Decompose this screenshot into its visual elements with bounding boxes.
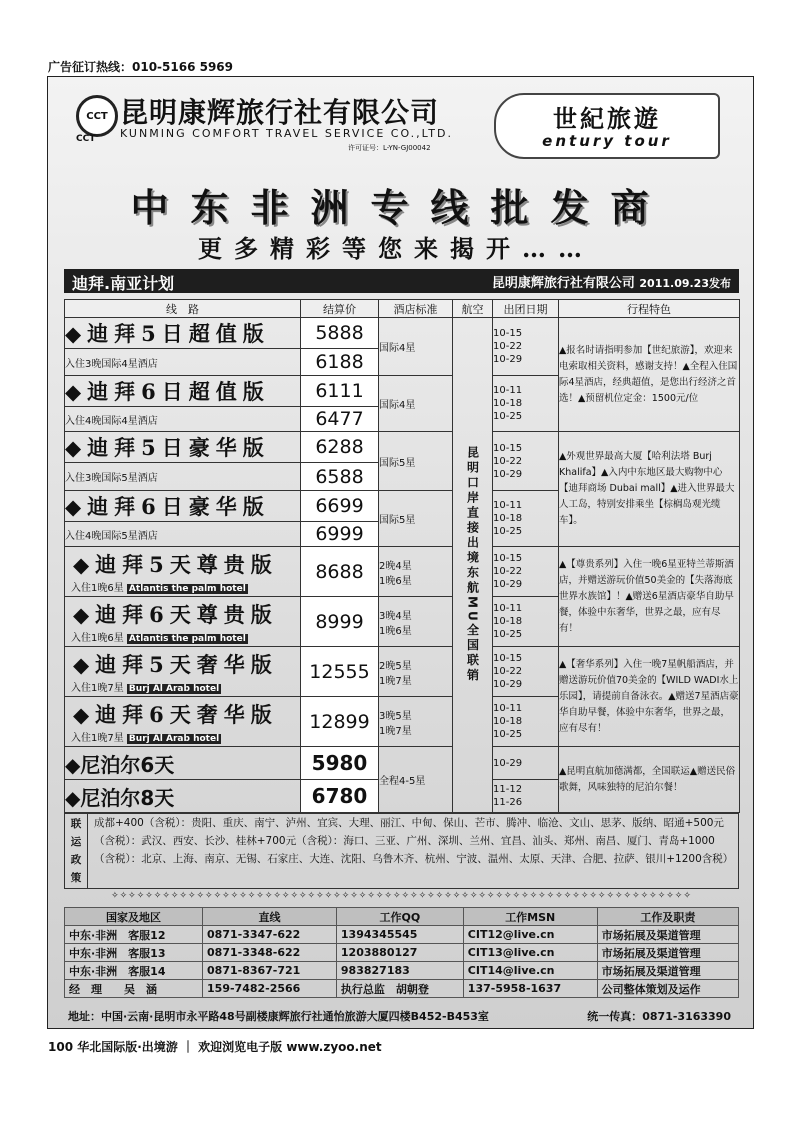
- date-item: 10-22: [493, 341, 523, 352]
- date-item: 10-25: [493, 629, 523, 640]
- table-row: [65, 432, 740, 463]
- tour-dates: [493, 376, 559, 432]
- contact-region: 中东·非洲 客服13: [65, 944, 203, 962]
- table-header-row: [65, 300, 740, 318]
- tour-dates: [493, 647, 559, 697]
- tour-dates: [493, 547, 559, 597]
- tour-hotel: 国际4星: [379, 318, 453, 376]
- col-price: 结算价: [301, 300, 379, 318]
- address: 地址：中国·云南·昆明市永平路48号副楼康辉旅行社通怡旅游大厦四楼B452-B453室: [68, 1010, 489, 1023]
- century-tour-logo: [494, 93, 720, 159]
- date-item: 10-25: [493, 526, 523, 537]
- table-row: [65, 980, 739, 998]
- hotel-line: 2晚4星: [379, 560, 412, 572]
- features-noble: ▲【尊贵系列】入住一晚6星亚特兰蒂斯酒店，并赠送游玩价值50美金的【失落海底世界水族馆】！▲赠送6星酒店豪华自助早餐，体验中东奢华，世界之最，应有尽有！: [559, 547, 740, 647]
- plan-bar: [64, 269, 739, 293]
- tour-subtitle: 入住3晚国际4星酒店: [65, 349, 301, 376]
- plan-publisher: [492, 272, 731, 291]
- table-row: [65, 547, 740, 597]
- tour-name: ◆迪拜5天奢华版: [73, 652, 278, 677]
- tour-subtitle: [65, 579, 300, 594]
- tour-subtitle: 入住4晚国际5星酒店: [65, 522, 301, 547]
- tour-hotel: 国际5星: [379, 491, 453, 547]
- tour-hotel: [379, 697, 453, 747]
- date-item: 10-15: [493, 653, 523, 664]
- contact-region: 经 理 吴 涵: [65, 980, 203, 998]
- tour-dates: [493, 597, 559, 647]
- stay-info: 入住1晚7星: [71, 733, 124, 744]
- stay-info: 入住1晚6星: [71, 583, 124, 594]
- contacts-header: 直线: [203, 908, 337, 926]
- date-item: 10-18: [493, 398, 523, 409]
- date-item: 10-22: [493, 666, 523, 677]
- contacts-header: 工作QQ: [336, 908, 463, 926]
- contact-duty: 市场拓展及渠道管理: [597, 944, 738, 962]
- contact-duty: 市场拓展及渠道管理: [597, 962, 738, 980]
- features-standard: ▲报名时请指明参加【世纪旅游】，欢迎来电索取相关资料，感谢支持！▲全程入住国际4星酒店，经典超值，是您出行经济之首选！▲预留机位定金：1500元/位: [559, 318, 740, 432]
- tour-dates: [493, 432, 559, 491]
- tour-name: ◆迪拜6天尊贵版: [73, 602, 278, 627]
- date-item: 10-11: [493, 500, 523, 511]
- policy-label: 联运政策: [65, 814, 88, 889]
- table-row: [65, 926, 739, 944]
- stay-info: 入住1晚7星: [71, 683, 124, 694]
- tour-name: ◆迪拜6日超值版: [65, 376, 301, 407]
- century-logo-en: entury tour: [542, 132, 672, 150]
- company-name-cn: 昆明康辉旅行社有限公司: [120, 96, 440, 129]
- ad-hotline: 广告征订热线：010-5166 5969: [48, 60, 234, 74]
- subheadline: 更多精彩等您来揭开……: [198, 234, 594, 263]
- date-item: 10-18: [493, 716, 523, 727]
- date-item: 10-11: [493, 703, 523, 714]
- contacts-header: 工作MSN: [463, 908, 597, 926]
- decorative-divider: ✧✧✧✧✧✧✧✧✧✧✧✧✧✧✧✧✧✧✧✧✧✧✧✧✧✧✧✧✧✧✧✧✧✧✧✧✧✧✧✧✧✧✧✧✧✧✧✧✧✧✧✧✧✧✧✧✧✧✧✧✧✧✧✧✧✧✧✧: [111, 891, 692, 901]
- tour-subtitle: 入住4晚国际4星酒店: [65, 407, 301, 432]
- tour-subtitle: [65, 729, 300, 744]
- advertisement-frame: [47, 76, 754, 1029]
- hotel-name: Atlantis the palm hotel: [128, 584, 246, 594]
- date-item: 10-11: [493, 385, 523, 396]
- hotel-name: Burj Al Arab hotel: [128, 684, 220, 694]
- tour-name: ◆迪拜6日豪华版: [65, 491, 301, 522]
- tour-hotel: [379, 547, 453, 597]
- date-item: 10-29: [493, 354, 523, 365]
- contact-region: 中东·非洲 客服12: [65, 926, 203, 944]
- date-item: 11-12: [493, 784, 523, 795]
- contact-phone: 159-7482-2566: [203, 980, 337, 998]
- tour-hotel: [379, 647, 453, 697]
- tour-dates: [493, 697, 559, 747]
- contacts-header: 国家及地区: [65, 908, 203, 926]
- tour-name: ◆尼泊尔8天: [65, 780, 301, 813]
- tour-name: ◆迪拜5天尊贵版: [73, 552, 278, 577]
- contacts-header: 工作及职责: [597, 908, 738, 926]
- contact-phone: 0871-8367-721: [203, 962, 337, 980]
- tour-price: 8688: [301, 547, 379, 597]
- contact-qq: 1203880127: [336, 944, 463, 962]
- tour-dates: [493, 491, 559, 547]
- contact-msn: CIT12@live.cn: [463, 926, 597, 944]
- col-hotel: 酒店标准: [379, 300, 453, 318]
- table-row: [65, 944, 739, 962]
- tour-name: ◆迪拜5日超值版: [65, 318, 301, 349]
- hotel-line: 1晚6星: [379, 625, 412, 637]
- contact-msn: CIT13@live.cn: [463, 944, 597, 962]
- contact-region: 中东·非洲 客服14: [65, 962, 203, 980]
- publisher-name: 昆明康辉旅行社有限公司: [491, 276, 635, 291]
- hotel-line: 3晚4星: [379, 610, 412, 622]
- contact-msn: CIT14@live.cn: [463, 962, 597, 980]
- tour-hotel: 全程4-5星: [379, 747, 453, 813]
- date-item: 10-15: [493, 442, 523, 454]
- contact-qq: 1394345545: [336, 926, 463, 944]
- hotel-name: Atlantis the palm hotel: [128, 634, 246, 644]
- publish-date: 2011.09.23发布: [639, 277, 731, 290]
- date-item: 10-29: [493, 579, 523, 590]
- tour-subtitle: 入住3晚国际5星酒店: [65, 463, 301, 491]
- contact-phone: 0871-3347-622: [203, 926, 337, 944]
- date-item: 10-25: [493, 729, 523, 740]
- features-nepal: ▲昆明直航加德满都，全国联运▲赠送民俗歌舞，风味独特的尼泊尔餐！: [559, 747, 740, 813]
- tour-price: 8999: [301, 597, 379, 647]
- date-item: 10-29: [493, 757, 523, 769]
- plan-title: 迪拜.南亚计划: [72, 274, 175, 293]
- col-dates: 出团日期: [493, 300, 559, 318]
- contact-qq: 983827183: [336, 962, 463, 980]
- airline-text: 昆明口岸直接出境东航MU全国联销: [465, 446, 480, 684]
- tour-dates: [493, 318, 559, 376]
- date-item: 10-11: [493, 603, 523, 614]
- hotel-line: 1晚6星: [379, 575, 412, 587]
- tour-subtitle: [65, 679, 300, 694]
- tour-price: 6780: [301, 780, 379, 813]
- contact-qq: 执行总监 胡朝登: [336, 980, 463, 998]
- date-item: 10-22: [493, 566, 523, 577]
- tour-price: 6999: [301, 522, 379, 547]
- century-logo-cn: 世紀旅遊: [553, 105, 661, 133]
- hotel-line: 1晚7星: [379, 725, 412, 737]
- tour-hotel: 国际5星: [379, 432, 453, 491]
- tour-price: 6188: [301, 349, 379, 376]
- tour-dates: [493, 747, 559, 780]
- tour-dates: [493, 780, 559, 813]
- date-item: 10-22: [493, 455, 523, 467]
- contact-phone: 0871-3348-622: [203, 944, 337, 962]
- col-features: 行程特色: [559, 300, 740, 318]
- contact-msn: 137-5958-1637: [463, 980, 597, 998]
- tour-hotel: [379, 597, 453, 647]
- contacts-header-row: [65, 908, 739, 926]
- contact-duty: 市场拓展及渠道管理: [597, 926, 738, 944]
- tour-name: ◆尼泊尔6天: [65, 747, 301, 780]
- date-item: 10-15: [493, 328, 523, 339]
- tour-cell: [65, 697, 301, 747]
- page-footer: 100 华北国际版·出境游 ｜ 欢迎浏览电子版 www.zyoo.net: [48, 1040, 382, 1054]
- tour-price: 5980: [301, 747, 379, 780]
- date-item: 10-18: [493, 513, 523, 524]
- company-name-en: KUNMING COMFORT TRAVEL SERVICE CO.,LTD.: [120, 127, 453, 140]
- col-airline: 航空: [453, 300, 493, 318]
- tour-price: 6699: [301, 491, 379, 522]
- cct-logo-icon: CCT: [76, 95, 118, 137]
- features-lavish: ▲【奢华系列】入住一晚7星帆船酒店，并赠送游玩价值70美金的【WILD WADI水上乐园】，请提前自备泳衣。▲赠送7星酒店豪华自助早餐，体验中东奢华，世界之最，应有尽有！: [559, 647, 740, 747]
- date-item: 10-18: [493, 616, 523, 627]
- contact-duty: 公司整体策划及运作: [597, 980, 738, 998]
- hotel-line: 2晚5星: [379, 660, 412, 672]
- tour-cell: [65, 597, 301, 647]
- date-item: 10-29: [493, 468, 523, 480]
- tour-name: ◆迪拜6天奢华版: [73, 702, 278, 727]
- tour-subtitle: [65, 629, 300, 644]
- fax: 统一传真：0871-3163390: [587, 1010, 731, 1023]
- hotel-line: 1晚7星: [379, 675, 412, 687]
- logo-caption: CCT: [76, 134, 96, 144]
- table-row: [65, 747, 740, 780]
- date-item: 10-25: [493, 411, 523, 422]
- table-row: [65, 647, 740, 697]
- tour-hotel: 国际4星: [379, 376, 453, 432]
- tour-price: 6588: [301, 463, 379, 491]
- tour-cell: [65, 547, 301, 597]
- stay-info: 入住1晚6星: [71, 633, 124, 644]
- tour-cell: [65, 647, 301, 697]
- tour-price: 6111: [301, 376, 379, 407]
- tour-price: 6477: [301, 407, 379, 432]
- airline-info: [453, 318, 493, 813]
- date-item: 11-26: [493, 797, 523, 808]
- table-row: [65, 318, 740, 349]
- policy-text: 成都+400（含税）：贵阳、重庆、南宁、泸州、宜宾、大理、丽江、中甸、保山、芒市、腾冲、临沧、文山、思茅、版纳、昭通+500元（含税）：武汉、西安、长沙、桂林+700元（含税）：海口、三亚、广州、深圳、兰州、宜昌、汕头、郑州、南昌、厦门、青岛+1000（含税）：北京、上海、南京、无锡、石家庄、大连、沈阳、乌鲁木齐、杭州、宁波、温州、太原、天津、合肥、拉萨、银川+1200含税）: [88, 814, 739, 889]
- tour-name: ◆迪拜5日豪华版: [65, 432, 301, 463]
- address-row: [64, 1006, 739, 1024]
- hotel-line: 3晚5星: [379, 710, 412, 722]
- contacts-table: [64, 907, 739, 998]
- features-luxury: ▲外观世界最高大厦【哈利法塔 Burj Khalifa】▲入内中东地区最大购物中心【迪拜商场 Dubai mall】▲进入世界最大人工岛，特别安排乘坐【棕榈岛观光缆车】。: [559, 432, 740, 547]
- tour-price: 6288: [301, 432, 379, 463]
- headline: 中东非洲专线批发商: [130, 185, 671, 230]
- tour-price: 5888: [301, 318, 379, 349]
- policy-row: [65, 814, 739, 889]
- col-route: 线 路: [65, 300, 301, 318]
- license-number: 许可证号：L-YN-GJ00042: [348, 144, 431, 152]
- hotel-name: Burj Al Arab hotel: [128, 734, 220, 744]
- tour-price: 12555: [301, 647, 379, 697]
- tour-table: [64, 299, 740, 813]
- transfer-policy: [64, 813, 739, 889]
- tour-price: 12899: [301, 697, 379, 747]
- date-item: 10-15: [493, 553, 523, 564]
- table-row: [65, 962, 739, 980]
- date-item: 10-29: [493, 679, 523, 690]
